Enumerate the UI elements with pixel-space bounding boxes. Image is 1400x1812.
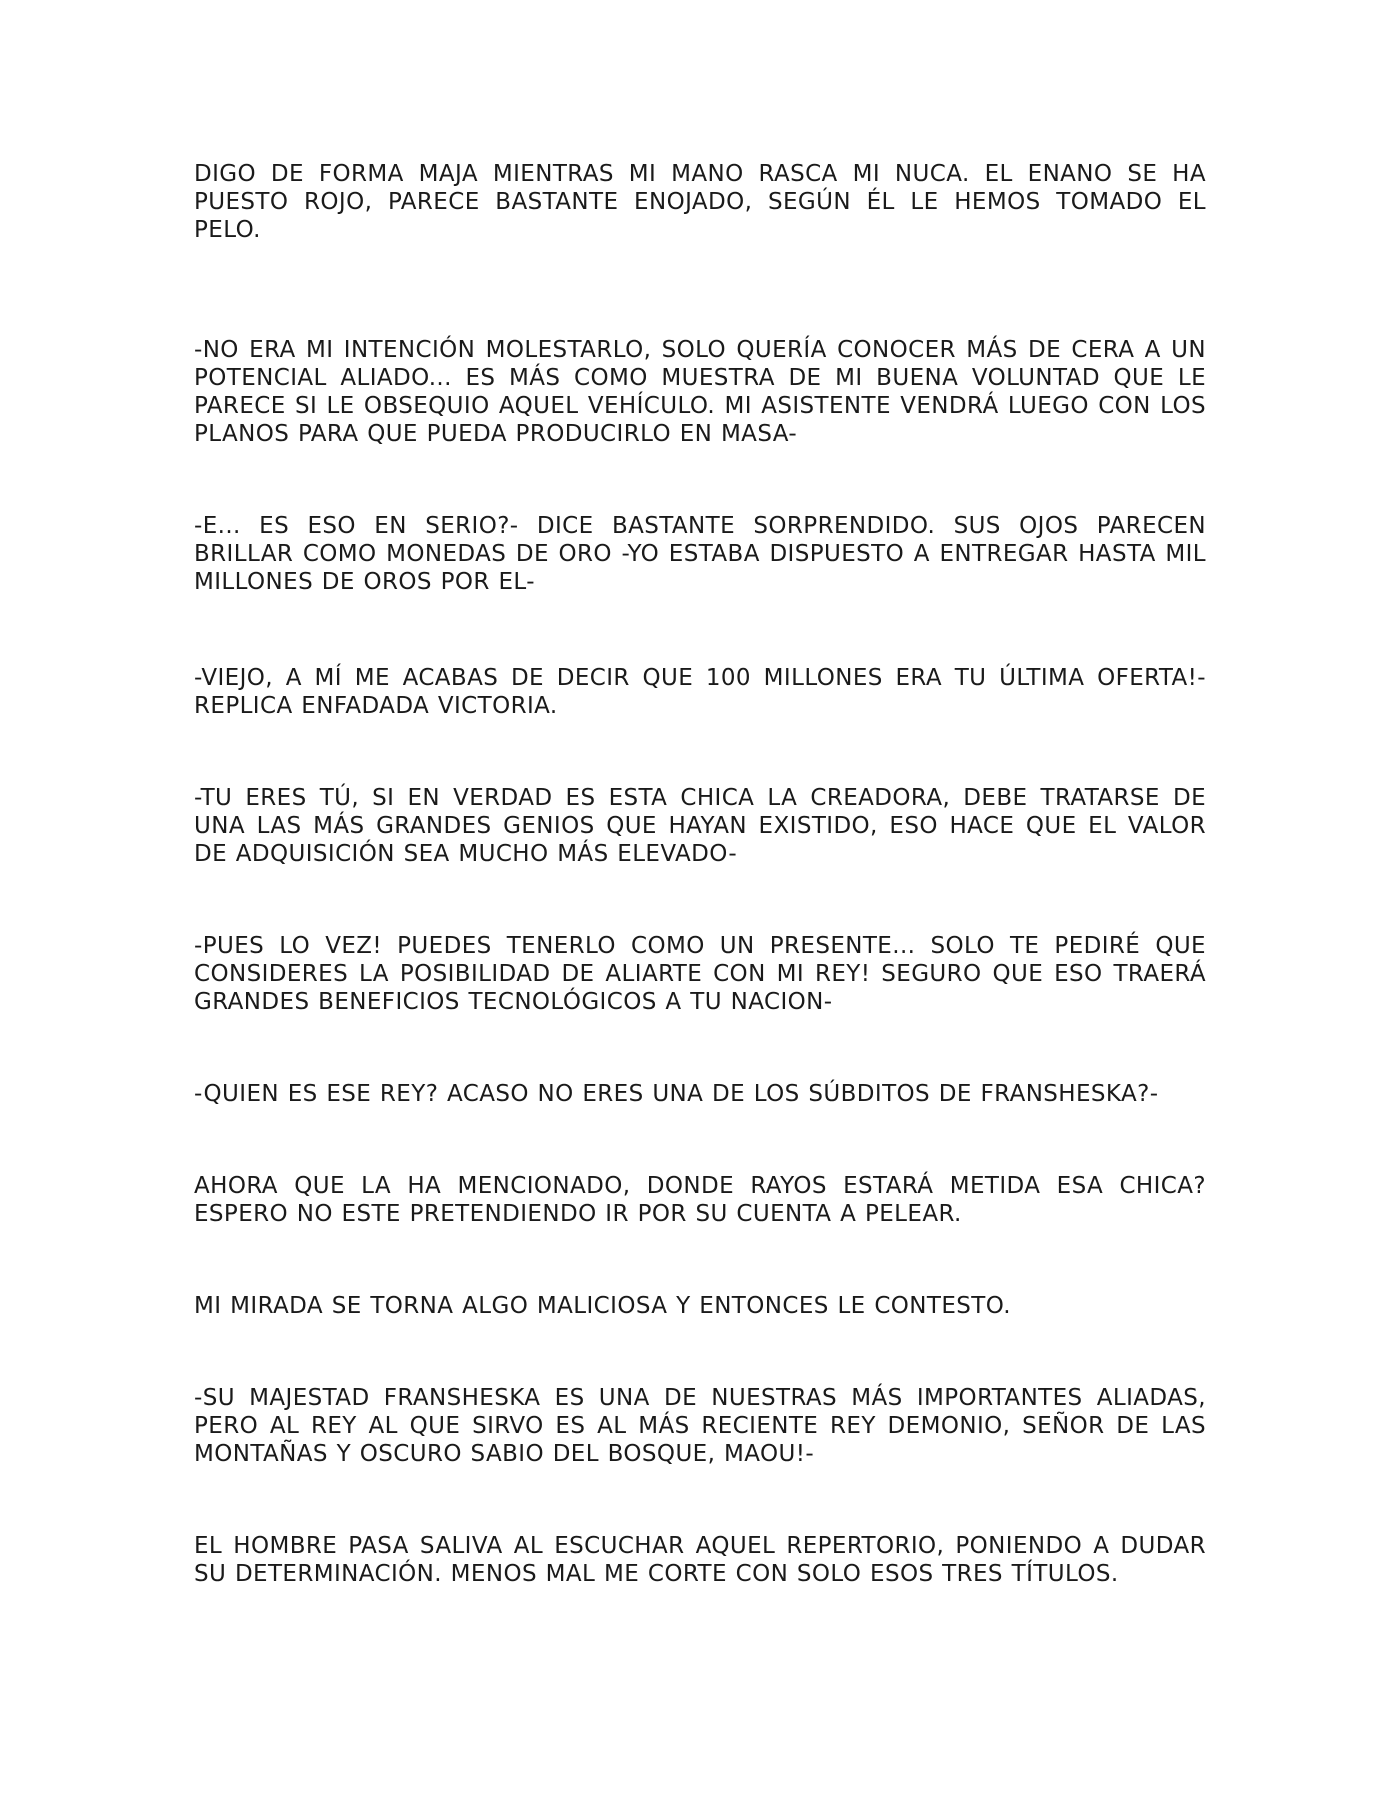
paragraph: AHORA QUE LA HA MENCIONADO, DONDE RAYOS ESTARÁ METIDA ESA CHICA? ESPERO NO ESTE PRETENDIENDO IR POR SU CUENTA A PELEAR. <box>194 1173 1206 1227</box>
paragraph: MI MIRADA SE TORNA ALGO MALICIOSA Y ENTONCES LE CONTESTO. <box>194 1293 1012 1319</box>
paragraph: -E... ES ESO EN SERIO?- DICE BASTANTE SORPRENDIDO. SUS OJOS PARECEN BRILLAR COMO MONEDAS DE ORO -YO ESTABA DISPUESTO A ENTREGAR HASTA MIL MILLONES DE OROS POR EL- <box>194 513 1206 595</box>
paragraph: -TU ERES TÚ, SI EN VERDAD ES ESTA CHICA LA CREADORA, DEBE TRATARSE DE UNA LAS MÁS GRANDES GENIOS QUE HAYAN EXISTIDO, ESO HACE QUE EL VALOR DE ADQUISICIÓN SEA MUCHO MÁS ELEVADO- <box>194 785 1206 867</box>
paragraph: -QUIEN ES ESE REY? ACASO NO ERES UNA DE LOS SÚBDITOS DE FRANSHESKA?- <box>194 1081 1159 1107</box>
paragraph: -NO ERA MI INTENCIÓN MOLESTARLO, SOLO QUERÍA CONOCER MÁS DE CERA A UN POTENCIAL ALIADO... ES MÁS COMO MUESTRA DE MI BUENA VOLUNTAD QUE LE PARECE SI LE OBSEQUIO AQUEL VEHÍCULO. MI ASISTENTE VENDRÁ LUEGO CON LOS PLANOS PARA QUE PUEDA PRODUCIRLO EN MASA- <box>194 337 1206 447</box>
paragraph: -VIEJO, A MÍ ME ACABAS DE DECIR QUE 100 MILLONES ERA TU ÚLTIMA OFERTA!- REPLICA ENFADADA VICTORIA. <box>194 665 1206 719</box>
text-body <box>194 160 1206 1588</box>
paragraph: -PUES LO VEZ! PUEDES TENERLO COMO UN PRESENTE... SOLO TE PEDIRÉ QUE CONSIDERES LA POSIBILIDAD DE ALIARTE CON MI REY! SEGURO QUE ESO TRAERÁ GRANDES BENEFICIOS TECNOLÓGICOS A TU NACION- <box>194 933 1206 1015</box>
paragraph: DIGO DE FORMA MAJA MIENTRAS MI MANO RASCA MI NUCA. EL ENANO SE HA PUESTO ROJO, PARECE BASTANTE ENOJADO, SEGÚN ÉL LE HEMOS TOMADO EL PELO. <box>194 161 1206 243</box>
paragraph: EL HOMBRE PASA SALIVA AL ESCUCHAR AQUEL REPERTORIO, PONIENDO A DUDAR SU DETERMINACIÓN. MENOS MAL ME CORTE CON SOLO ESOS TRES TÍTULOS. <box>194 1533 1206 1587</box>
paragraph: -SU MAJESTAD FRANSHESKA ES UNA DE NUESTRAS MÁS IMPORTANTES ALIADAS, PERO AL REY AL QUE SIRVO ES AL MÁS RECIENTE REY DEMONIO, SEÑOR DE LAS MONTAÑAS Y OSCURO SABIO DEL BOSQUE, MAOU!- <box>194 1385 1206 1467</box>
